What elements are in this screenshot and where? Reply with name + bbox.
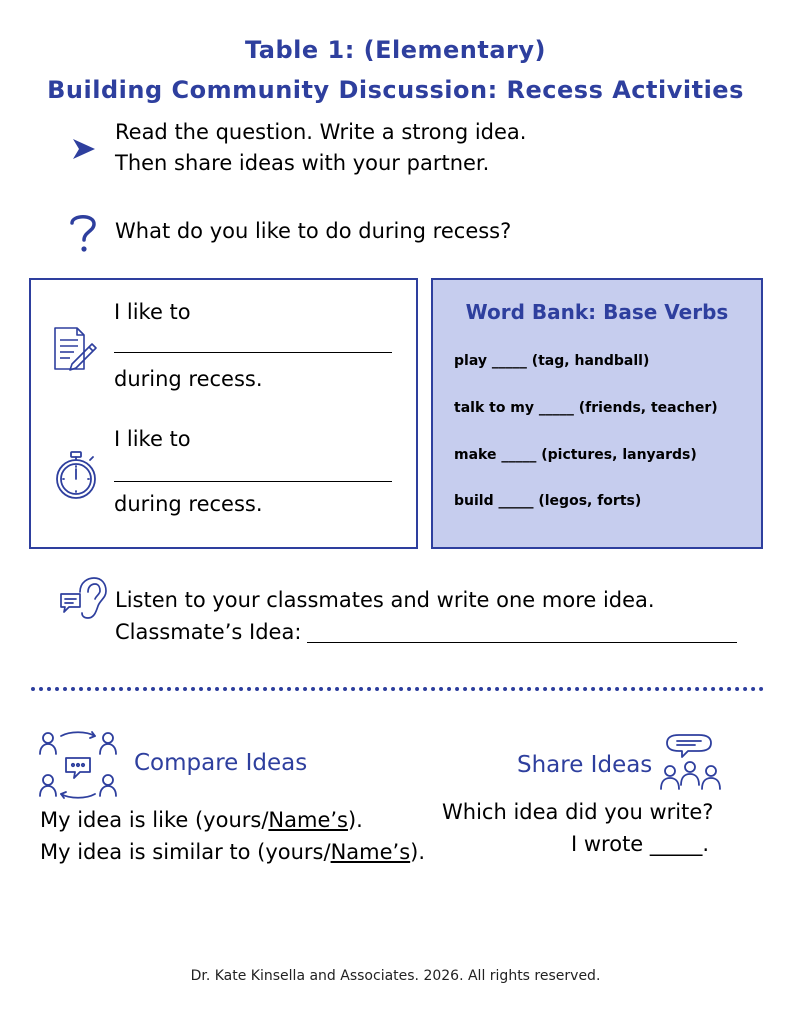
arrow-icon — [72, 138, 96, 160]
word-bank-verb: play — [454, 353, 487, 369]
share-question: Which idea did you write? — [442, 800, 714, 824]
page-subtitle: Building Community Discussion: Recess Activities — [47, 76, 744, 104]
word-bank-blank: _____ — [498, 493, 534, 509]
word-bank-item — [454, 400, 718, 416]
instructions — [115, 117, 526, 179]
section-divider — [31, 687, 764, 691]
compare-line-1 — [40, 805, 363, 836]
frame-2-blank[interactable] — [114, 481, 392, 482]
share-ideas-title: Share Ideas — [517, 752, 653, 778]
compare-ideas-title: Compare Ideas — [134, 750, 308, 776]
word-bank-verb: talk to my — [454, 400, 535, 416]
frame-1-end: during recess. — [114, 367, 263, 391]
word-bank-blank: _____ — [501, 447, 537, 463]
compare-line-1-prefix: My idea is like (yours/ — [40, 808, 269, 832]
word-bank-examples: (legos, forts) — [538, 493, 642, 509]
classmate-idea-label: Classmate’s Idea: — [115, 620, 302, 644]
copyright-footer: Dr. Kate Kinsella and Associates. 2026. All rights reserved. — [190, 968, 601, 984]
compare-line-2-name: Name’s — [330, 840, 411, 864]
word-bank-examples: (tag, handball) — [531, 353, 650, 369]
word-bank-blank: _____ — [491, 353, 527, 369]
word-bank-blank: _____ — [538, 400, 574, 416]
compare-line-1-name: Name’s — [268, 808, 348, 832]
stopwatch-icon — [53, 450, 99, 500]
question-text: What do you like to do during recess? — [115, 219, 512, 243]
frame-2-start: I like to — [114, 427, 191, 451]
frame-2-end: during recess. — [114, 492, 263, 516]
frame-1-blank[interactable] — [114, 352, 392, 353]
compare-line-2-suffix: ). — [410, 840, 426, 864]
discussion-group-icon — [38, 728, 118, 802]
instruction-line-2: Then share ideas with your partner. — [115, 151, 490, 175]
word-bank-examples: (pictures, lanyards) — [541, 447, 697, 463]
listen-instruction: Listen to your classmates and write one more idea. — [115, 588, 655, 612]
ear-speech-icon — [58, 576, 108, 624]
word-bank-title: Word Bank: Base Verbs — [465, 300, 729, 324]
word-bank-item — [454, 493, 641, 509]
word-bank-item — [454, 447, 697, 463]
compare-line-2 — [40, 837, 425, 868]
classmate-idea-blank[interactable] — [307, 642, 737, 643]
instruction-line-1: Read the question. Write a strong idea. — [115, 120, 527, 144]
question-mark-icon — [68, 212, 98, 254]
notepad-pencil-icon — [52, 326, 98, 372]
compare-line-2-prefix: My idea is similar to (yours/ — [40, 840, 331, 864]
share-answer: I wrote _____. — [571, 832, 710, 856]
sharing-people-icon — [658, 733, 724, 795]
word-bank-examples: (friends, teacher) — [578, 400, 718, 416]
word-bank-verb: make — [454, 447, 497, 463]
word-bank-verb: build — [454, 493, 494, 509]
word-bank-item — [454, 353, 649, 369]
compare-line-1-suffix: ). — [347, 808, 363, 832]
frame-1-start: I like to — [114, 300, 191, 324]
page-title: Table 1: (Elementary) — [244, 36, 547, 64]
